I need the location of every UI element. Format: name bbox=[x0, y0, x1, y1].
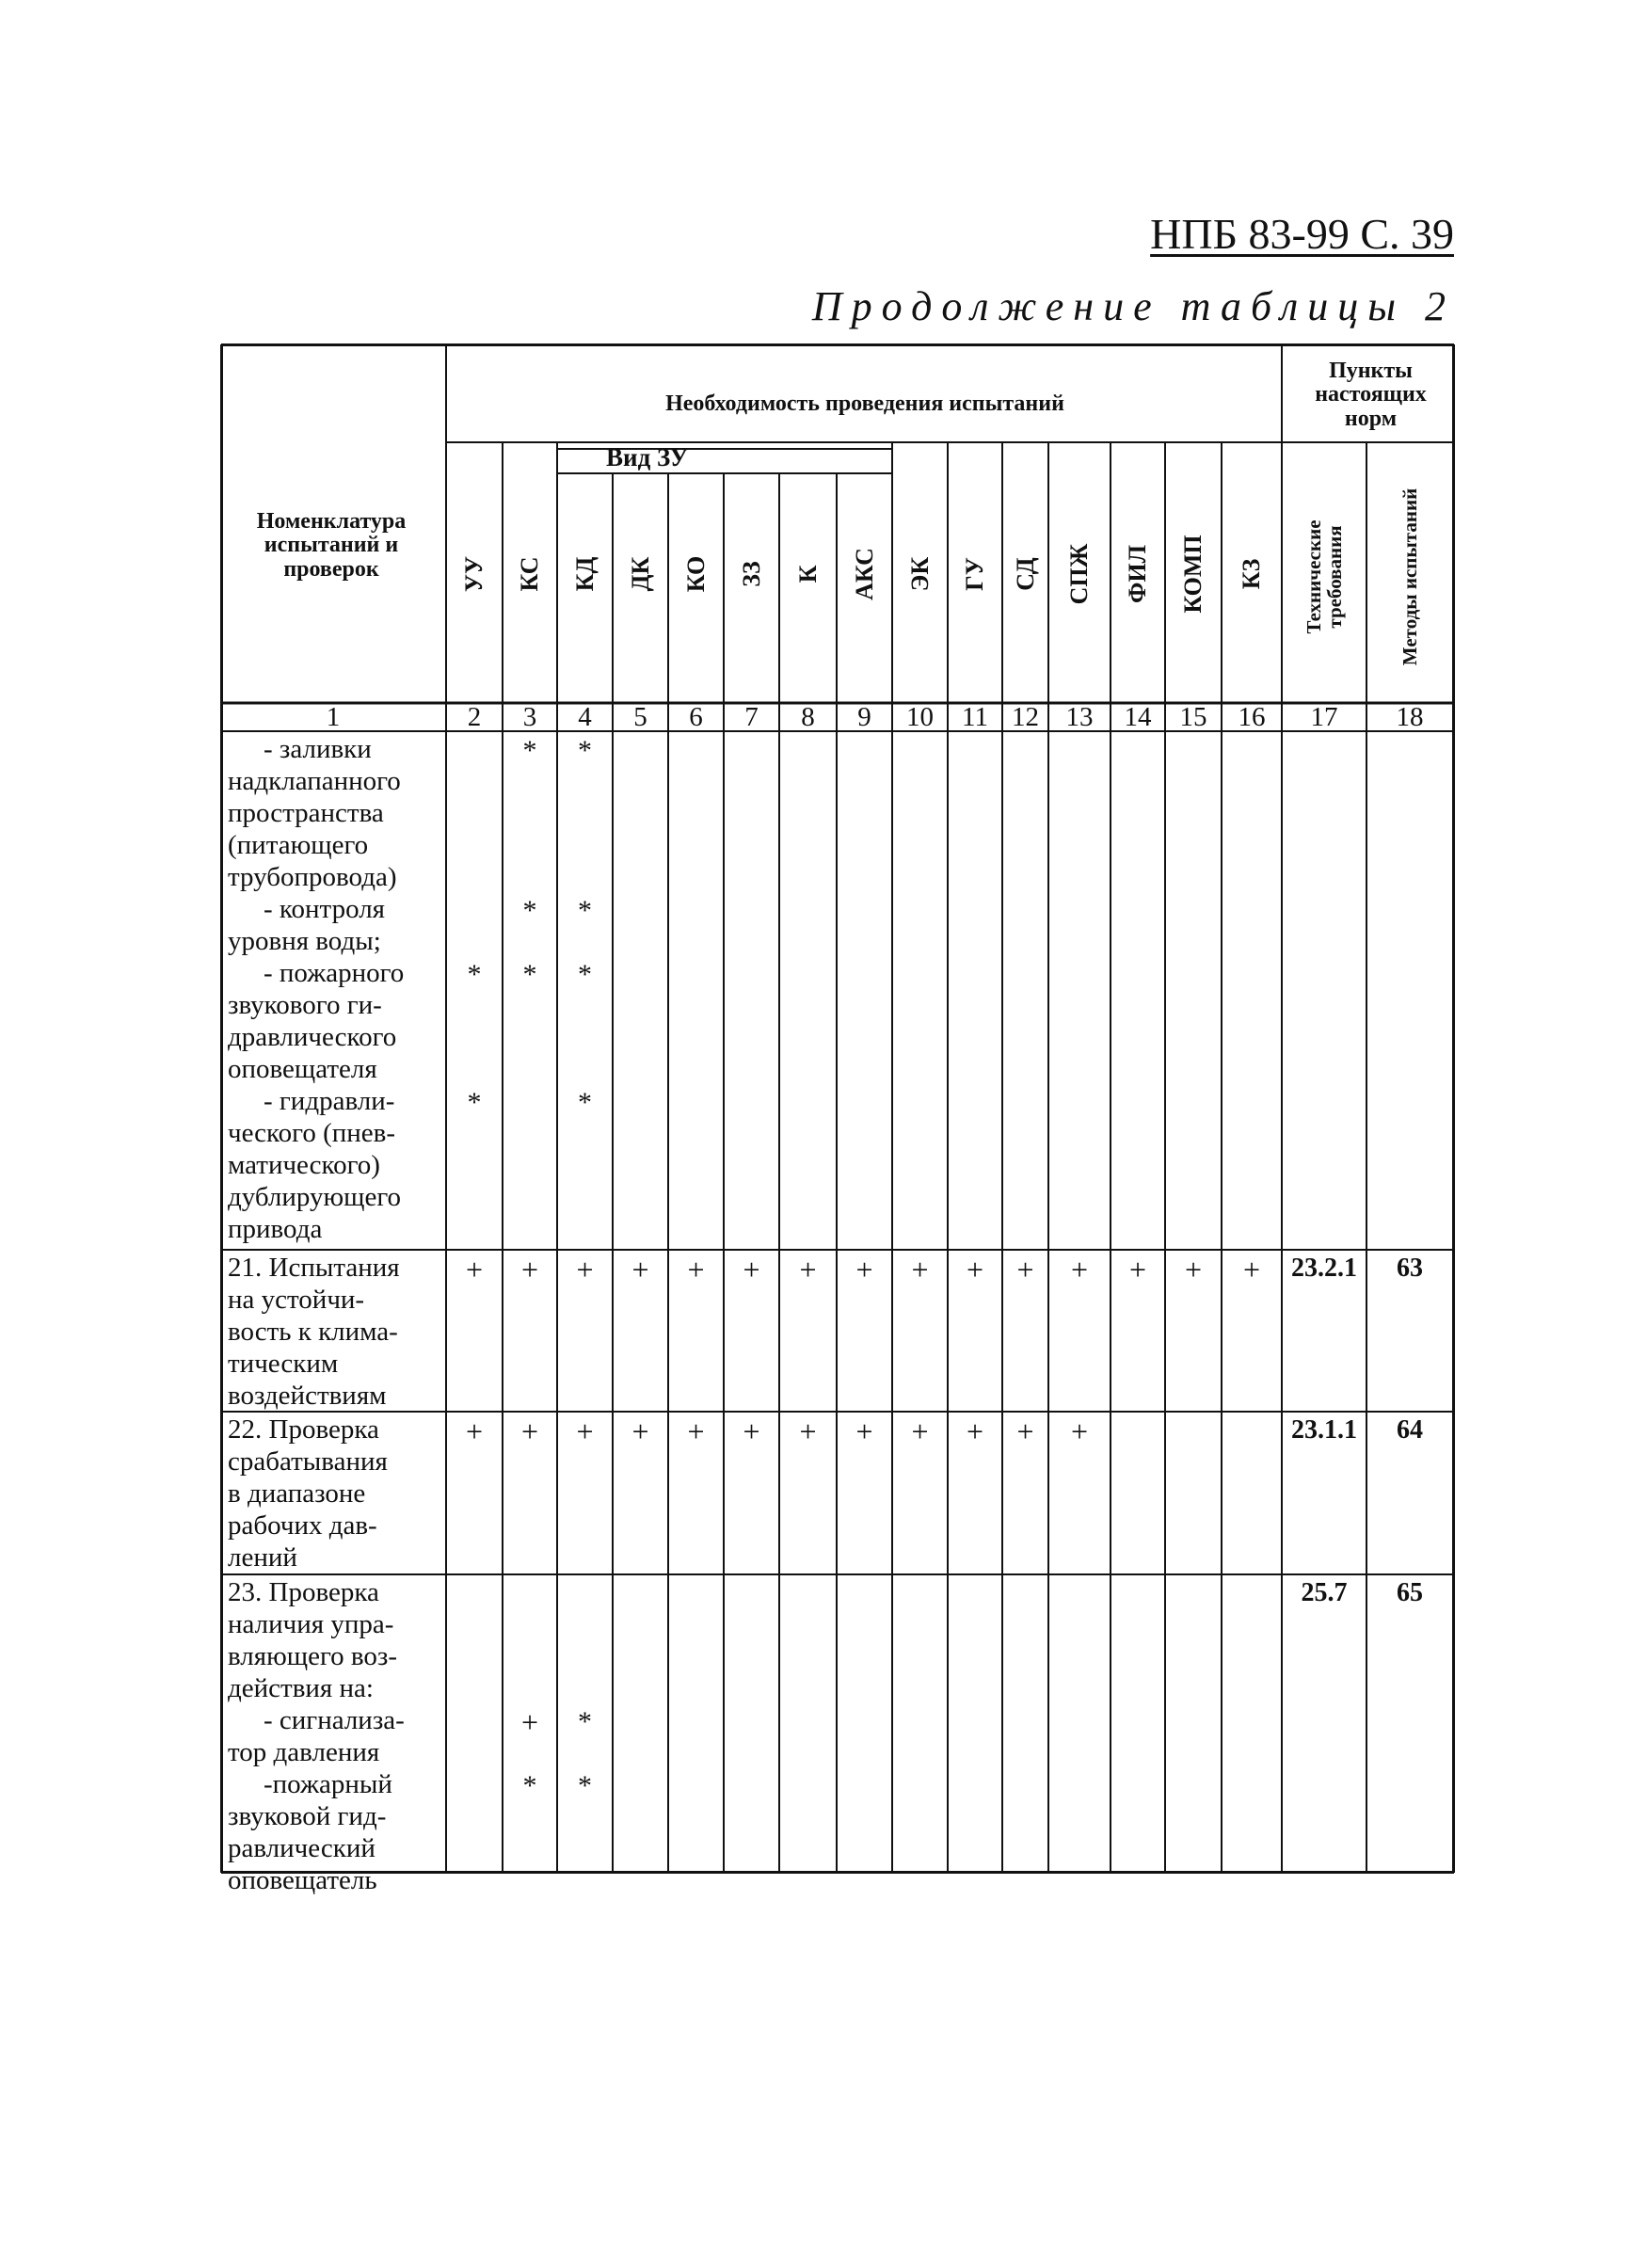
description-line: звукового ги- bbox=[228, 990, 382, 1020]
plus-mark: + bbox=[576, 1253, 594, 1286]
column-header-13: СПЖ bbox=[1065, 543, 1093, 605]
column-header-9: АКС bbox=[850, 548, 878, 600]
column-number: 14 bbox=[1124, 701, 1152, 732]
plus-mark: + bbox=[1242, 1253, 1261, 1286]
column-header-10: ЭК bbox=[905, 556, 934, 592]
tech-requirement-ref: 23.2.1 bbox=[1291, 1254, 1357, 1283]
plus-mark: + bbox=[1070, 1414, 1089, 1448]
description-line: воздействиям bbox=[228, 1381, 387, 1411]
plus-mark: + bbox=[966, 1253, 984, 1286]
column-header-3: КС bbox=[516, 556, 543, 592]
column-number: 9 bbox=[857, 701, 871, 732]
asterisk-mark: * bbox=[578, 895, 592, 926]
plus-mark: + bbox=[855, 1253, 873, 1286]
plus-mark: + bbox=[520, 1705, 539, 1739]
row-description bbox=[228, 1252, 400, 1412]
column-number: 13 bbox=[1065, 701, 1094, 732]
description-line: действия на: bbox=[228, 1673, 374, 1703]
column-header-8: К bbox=[793, 565, 822, 583]
column-header-2: УУ bbox=[460, 555, 487, 593]
description-line: уровня воды; bbox=[228, 926, 381, 956]
column-header-tech-requirements: Технические требования bbox=[1302, 519, 1346, 634]
description-line: - гидравли- bbox=[264, 1086, 395, 1116]
description-line: 21. Испытания bbox=[228, 1253, 400, 1283]
page-header: НПБ 83-99 С. 39 bbox=[1150, 210, 1454, 258]
column-number: 15 bbox=[1179, 701, 1207, 732]
column-header-5: ДК bbox=[626, 556, 654, 592]
description-line: (питающего bbox=[228, 830, 369, 860]
column-number: 8 bbox=[801, 701, 815, 732]
requirements-table bbox=[220, 343, 1455, 1895]
test-method-ref: 64 bbox=[1397, 1415, 1423, 1445]
plus-mark: + bbox=[687, 1253, 705, 1286]
column-number: 17 bbox=[1310, 701, 1338, 732]
asterisk-mark: * bbox=[522, 895, 537, 926]
description-line: ческого (пнев- bbox=[228, 1118, 396, 1148]
plus-mark: + bbox=[1016, 1414, 1034, 1448]
column-number: 11 bbox=[962, 701, 988, 732]
plus-mark: + bbox=[465, 1414, 484, 1448]
asterisk-mark: * bbox=[467, 959, 482, 990]
column-number: 10 bbox=[906, 701, 934, 732]
plus-mark: + bbox=[1016, 1253, 1034, 1286]
asterisk-mark: * bbox=[578, 959, 592, 990]
vid-zu-header: Вид ЗУ bbox=[606, 442, 689, 471]
test-method-ref: 65 bbox=[1397, 1578, 1423, 1607]
column-header-6: КО bbox=[681, 555, 710, 593]
plus-mark: + bbox=[911, 1253, 929, 1286]
plus-mark: + bbox=[743, 1253, 760, 1286]
column-number: 1 bbox=[326, 701, 341, 732]
asterisk-mark: * bbox=[578, 735, 592, 766]
description-line: матического) bbox=[228, 1150, 380, 1180]
description-line: рабочих дав- bbox=[228, 1510, 377, 1541]
column-number: 4 bbox=[578, 701, 592, 732]
description-line: 22. Проверка bbox=[228, 1414, 379, 1445]
plus-mark: + bbox=[520, 1253, 539, 1286]
plus-mark: + bbox=[631, 1253, 649, 1286]
description-line: надклапанного bbox=[228, 766, 401, 796]
asterisk-mark: * bbox=[522, 735, 537, 766]
description-line: срабатывания bbox=[228, 1446, 388, 1477]
plus-mark: + bbox=[799, 1414, 817, 1448]
description-line: звуковой гид- bbox=[228, 1801, 387, 1831]
asterisk-mark: * bbox=[522, 1770, 537, 1801]
column-header-4: КД bbox=[570, 556, 599, 592]
description-line: трубопровода) bbox=[228, 862, 397, 892]
plus-mark: + bbox=[631, 1414, 649, 1448]
plus-mark: + bbox=[911, 1414, 929, 1448]
column-number: 7 bbox=[744, 701, 759, 732]
plus-mark: + bbox=[520, 1414, 539, 1448]
description-line: равлический bbox=[228, 1833, 376, 1863]
asterisk-mark: * bbox=[578, 1770, 592, 1801]
asterisk-mark: * bbox=[578, 1706, 592, 1737]
description-line: тор давления bbox=[228, 1737, 380, 1767]
description-line: 23. Проверка bbox=[228, 1577, 379, 1607]
description-line: наличия упра- bbox=[228, 1609, 394, 1639]
column-number: 5 bbox=[633, 701, 647, 732]
test-method-ref: 63 bbox=[1397, 1254, 1423, 1283]
description-line: -пожарный bbox=[264, 1769, 392, 1799]
column-header-15: КОМП bbox=[1179, 535, 1207, 614]
description-line: дравлического bbox=[228, 1022, 397, 1052]
column-header-14: ФИЛ bbox=[1124, 545, 1151, 603]
plus-mark: + bbox=[1184, 1253, 1203, 1286]
norm-points-header: Пункты настоящих норм bbox=[1315, 359, 1427, 431]
description-line: оповещателя bbox=[228, 1054, 377, 1084]
description-line: - пожарного bbox=[264, 958, 405, 988]
description-line: пространства bbox=[228, 798, 384, 828]
column-number: 16 bbox=[1238, 701, 1266, 732]
description-line: - контроля bbox=[264, 894, 385, 924]
plus-mark: + bbox=[966, 1414, 984, 1448]
tech-requirement-ref: 25.7 bbox=[1301, 1578, 1348, 1607]
description-line: в диапазоне bbox=[228, 1478, 366, 1509]
plus-mark: + bbox=[465, 1253, 484, 1286]
column-header-12: СД bbox=[1011, 557, 1039, 591]
asterisk-mark: * bbox=[578, 1087, 592, 1118]
description-line: оповещатель bbox=[228, 1865, 377, 1895]
column-number: 2 bbox=[467, 701, 482, 732]
column-header-test-methods: Методы испытаний bbox=[1398, 487, 1421, 666]
nomenclature-header: Номенклатура испытаний и проверок bbox=[256, 509, 407, 582]
description-line: - заливки bbox=[264, 734, 372, 764]
column-header-16: КЗ bbox=[1238, 558, 1265, 590]
plus-mark: + bbox=[743, 1414, 760, 1448]
column-header-7: ЗЗ bbox=[737, 561, 765, 587]
column-number: 3 bbox=[522, 701, 537, 732]
plus-mark: + bbox=[576, 1414, 594, 1448]
table-continuation-title: Продолжение таблицы 2 bbox=[811, 283, 1455, 329]
asterisk-mark: * bbox=[522, 959, 537, 990]
plus-mark: + bbox=[1128, 1253, 1147, 1286]
plus-mark: + bbox=[1070, 1253, 1089, 1286]
description-line: вляющего воз- bbox=[228, 1641, 398, 1671]
row-description bbox=[228, 733, 404, 1245]
plus-mark: + bbox=[855, 1414, 873, 1448]
description-line: дублирующего bbox=[228, 1182, 402, 1212]
asterisk-mark: * bbox=[467, 1087, 482, 1118]
plus-mark: + bbox=[687, 1414, 705, 1448]
description-line: привода bbox=[228, 1214, 323, 1244]
necessity-header: Необходимость проведения испытаний bbox=[665, 391, 1064, 417]
tech-requirement-ref: 23.1.1 bbox=[1291, 1415, 1357, 1445]
row-description bbox=[228, 1576, 405, 1896]
column-number: 6 bbox=[689, 701, 703, 732]
column-number: 12 bbox=[1012, 701, 1039, 732]
column-number: 18 bbox=[1396, 701, 1424, 732]
plus-mark: + bbox=[799, 1253, 817, 1286]
row-description bbox=[228, 1414, 388, 1573]
column-header-11: ГУ bbox=[961, 557, 988, 591]
description-line: лений bbox=[228, 1542, 297, 1573]
description-line: тическим bbox=[228, 1349, 339, 1379]
description-line: вость к клима- bbox=[228, 1317, 398, 1347]
description-line: на устойчи- bbox=[228, 1285, 365, 1315]
description-line: - сигнализа- bbox=[264, 1705, 405, 1735]
